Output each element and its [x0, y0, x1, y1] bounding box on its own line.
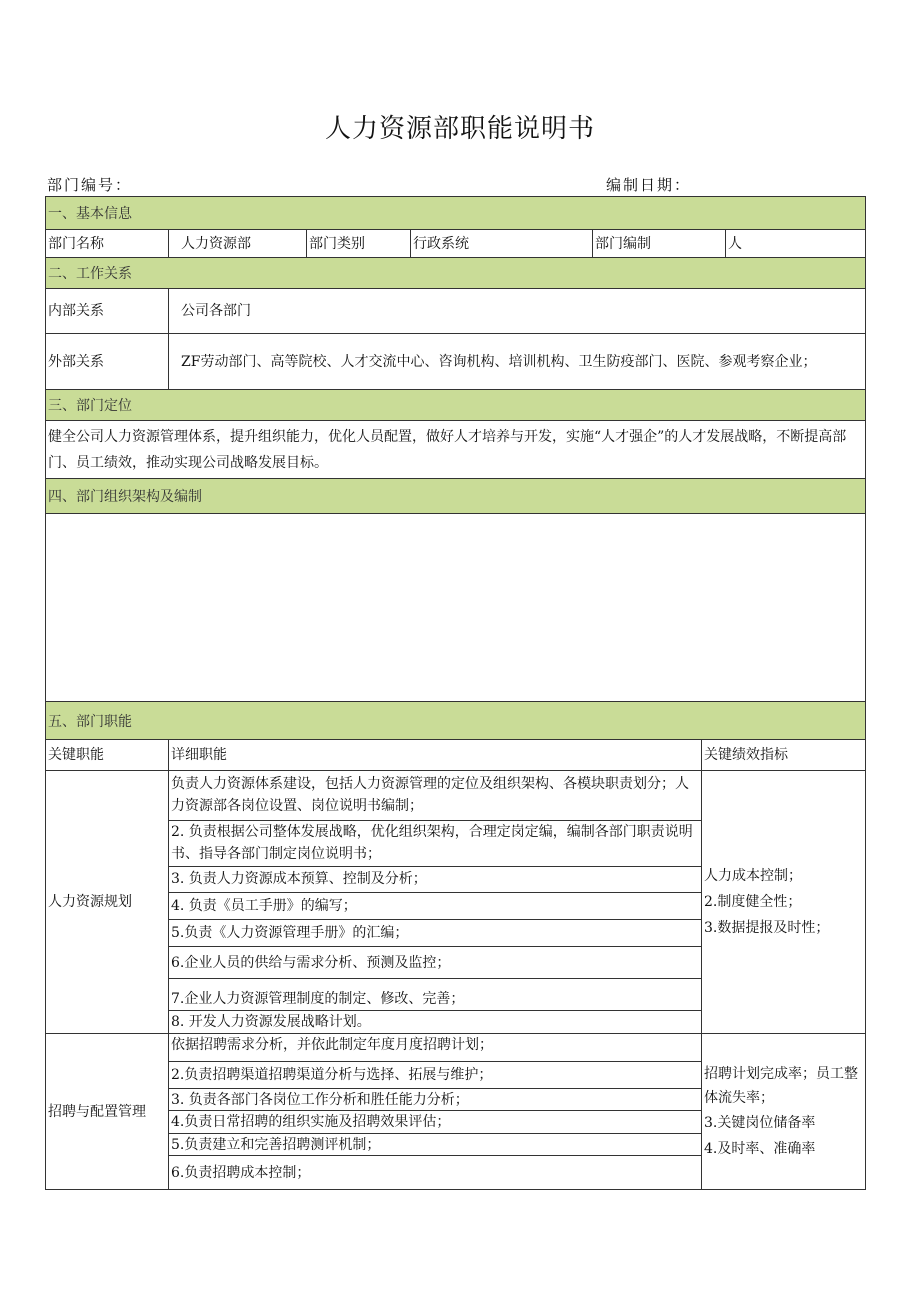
external-value: ZF劳动部门、高等院校、人才交流中心、咨询机构、培训机构、卫生防疫部门、医院、参观考察企业； [181, 353, 817, 370]
dept-staff-label: 部门编制 [593, 230, 726, 257]
dept-type-label: 部门类别 [307, 230, 411, 257]
duty-item: 3. 负责人力资源成本预算、控制及分析； [169, 867, 701, 893]
section-org: 四、部门组织架构及编制 [45, 479, 866, 514]
internal-row [45, 289, 866, 334]
dept-staff-value: 人 [728, 235, 742, 252]
functions-header-row [45, 740, 866, 771]
duty-item: 8. 开发人力资源发展战略计划。 [171, 1014, 371, 1031]
kpi-item: 人力成本控制； [704, 868, 802, 884]
internal-value: 公司各部门 [181, 303, 251, 319]
dept-no-label: 部门编号： [47, 176, 133, 194]
header-key: 关键职能 [46, 740, 169, 770]
header-detail: 详细职能 [169, 740, 702, 770]
dept-name-value: 人力资源部 [169, 230, 307, 257]
duty-item: 5.负责建立和完善招聘测评机制； [169, 1134, 701, 1156]
dept-type-value: 行政系统 [411, 230, 593, 257]
external-label: 外部关系 [46, 334, 169, 389]
duty-item: 负责人力资源体系建设，包括人力资源管理的定位及组织架构、各模块职责划分；人力资源部各岗位设置、岗位说明书编制； [169, 771, 701, 821]
duty-item: 2. 负责根据公司整体发展战略，优化组织架构，合理定岗定编，编制各部门职责说明书、指导各部门制定岗位说明书； [169, 821, 701, 867]
duty-item: 7.企业人力资源管理制度的制定、修改、完善； [169, 979, 701, 1011]
duty-list [169, 1034, 702, 1189]
basic-info-row [45, 230, 866, 258]
external-row [45, 334, 866, 390]
internal-label: 内部关系 [46, 289, 169, 333]
page-title: 人力资源部职能说明书 [324, 114, 595, 144]
kpi-item: 3.数据提报及时性； [704, 920, 830, 936]
section-relations: 二、工作关系 [45, 258, 866, 289]
kpi-list [702, 1034, 865, 1189]
duty-item: 3. 负责各部门各岗位工作分析和胜任能力分析； [169, 1089, 701, 1111]
kpi-list [702, 771, 865, 1033]
duty-item: 6.负责招聘成本控制； [171, 1164, 311, 1181]
group-name: 人力资源规划 [46, 771, 169, 1033]
duty-item: 4. 负责《员工手册》的编写； [169, 893, 701, 921]
kpi-item: 2.制度健全性； [704, 894, 802, 910]
dept-name-label: 部门名称 [46, 230, 169, 257]
section-positioning: 三、部门定位 [45, 390, 866, 421]
duty-list [169, 771, 702, 1033]
kpi-item: 招聘计划完成率；员工整体流失率； [704, 1065, 858, 1106]
function-group-recruiting [45, 1034, 866, 1190]
duty-item: 依据招聘需求分析，并依此制定年度月度招聘计划； [169, 1034, 701, 1062]
section-basic: 一、基本信息 [45, 196, 866, 230]
function-table [45, 196, 866, 1190]
group-name: 招聘与配置管理 [46, 1034, 169, 1189]
kpi-item: 3.关键岗位储备率 [704, 1114, 816, 1131]
duty-item: 5.负责《人力资源管理手册》的汇编； [169, 920, 701, 947]
header-kpi: 关键绩效指标 [704, 747, 788, 763]
org-chart-area [45, 514, 866, 702]
positioning-text: 健全公司人力资源管理体系，提升组织能力，优化人员配置，做好人才培养与开发，实施“人才强企”的人才发展战略，不断提高部门、员工绩效，推动实现公司战略发展目标。 [45, 421, 866, 479]
section-functions: 五、部门职能 [45, 702, 866, 740]
duty-item: 4.负责日常招聘的组织实施及招聘效果评估； [169, 1111, 701, 1134]
function-group-planning [45, 771, 866, 1034]
kpi-item: 4.及时率、准确率 [704, 1140, 816, 1157]
duty-item: 6.企业人员的供给与需求分析、预测及监控； [169, 947, 701, 979]
date-label: 编制日期： [606, 176, 692, 194]
duty-item: 2.负责招聘渠道招聘渠道分析与选择、拓展与维护； [169, 1062, 701, 1089]
